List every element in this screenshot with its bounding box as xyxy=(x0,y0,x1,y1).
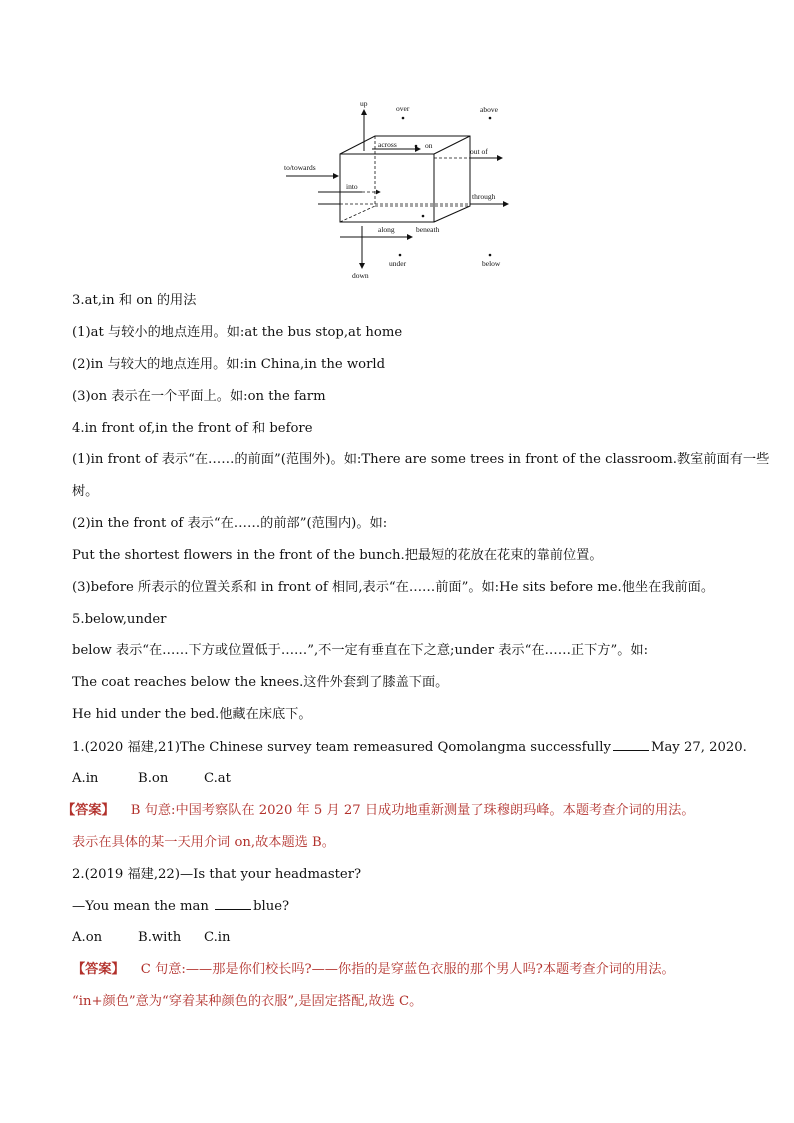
section-4-title: 4.in front of,in the front of 和 before xyxy=(72,421,313,436)
option-c: C.at xyxy=(204,771,231,786)
answer-blank xyxy=(613,738,649,751)
label-through: through xyxy=(472,192,496,201)
question-2-options xyxy=(72,929,270,947)
label-out-of: out of xyxy=(470,147,488,156)
label-across: across xyxy=(378,140,397,149)
answer-blank xyxy=(215,897,251,910)
question-2-answer-2: “in+颜色”意为“穿着某种颜色的衣服”,是固定搭配,故选 C。 xyxy=(72,994,423,1009)
section-3-line-3: (3)on 表示在一个平面上。如:on the farm xyxy=(72,389,326,404)
section-5-line-3: He hid under the bed.他藏在床底下。 xyxy=(72,707,312,722)
option-a: A.in xyxy=(72,771,99,786)
option-a: A.on xyxy=(72,930,103,945)
label-below: below xyxy=(482,259,501,268)
label-over: over xyxy=(396,104,410,113)
section-5-line-2: The coat reaches below the knees.这件外套到了膝盖下面。 xyxy=(72,675,449,690)
section-5-line-1: below 表示“在……下方或位置低于……”,不一定有垂直在下之意;under 表示“在……正下方”。如: xyxy=(72,643,649,658)
label-beneath: beneath xyxy=(416,225,440,234)
answer-tag: 【答案】 xyxy=(62,803,115,818)
section-3-title: 3.at,in 和 on 的用法 xyxy=(72,293,197,308)
option-b: B.with xyxy=(138,930,182,945)
question-1-answer-1 xyxy=(62,802,695,820)
question-1-stem-b: May 27, 2020. xyxy=(650,740,747,755)
answer-tag: 【答案】 xyxy=(72,962,125,977)
question-1-options xyxy=(72,770,270,788)
option-b: B.on xyxy=(138,771,169,786)
label-into: into xyxy=(346,182,358,191)
section-4-line-2b: Put the shortest flowers in the front of the bunch.把最短的花放在花束的靠前位置。 xyxy=(72,548,603,563)
question-2-stem-1: 2.(2019 福建,22)—Is that your headmaster? xyxy=(72,867,362,882)
section-3-line-2: (2)in 与较大的地点连用。如:in China,in the world xyxy=(72,357,386,372)
question-2-stem-2b: blue? xyxy=(253,899,290,914)
section-3-line-1: (1)at 与较小的地点连用。如:at the bus stop,at home xyxy=(72,325,403,340)
question-1-stem-a: 1.(2020 福建,21)The Chinese survey team remeasured Qomolangma successfully xyxy=(72,740,611,755)
label-on: on xyxy=(425,141,433,150)
question-2-stem-2 xyxy=(72,897,289,916)
label-to-towards: to/towards xyxy=(284,163,316,172)
option-c: C.in xyxy=(204,930,231,945)
label-above: above xyxy=(480,105,498,114)
label-along: along xyxy=(378,225,395,234)
answer-text: C 句意:——那是你们校长吗?——你指的是穿蓝色衣服的那个男人吗?本题考查介词的用法。 xyxy=(140,962,675,977)
section-4-line-1a: (1)in front of 表示“在……的前面”(范围外)。如:There are some trees in front of the classroom.教室前面有一些 xyxy=(72,452,770,467)
section-4-line-3: (3)before 所表示的位置关系和 in front of 相同,表示“在……前面”。如:He sits before me.他坐在我前面。 xyxy=(72,580,715,595)
question-2-stem-2a: —You mean the man xyxy=(72,899,209,914)
label-under: under xyxy=(389,259,407,268)
question-1-answer-2: 表示在具体的某一天用介词 on,故本题选 B。 xyxy=(72,835,335,850)
question-1-stem xyxy=(72,738,747,757)
label-up: up xyxy=(360,99,368,108)
label-down: down xyxy=(352,271,369,280)
section-4-line-2a: (2)in the front of 表示“在……的前部”(范围内)。如: xyxy=(72,516,388,531)
section-5-title: 5.below,under xyxy=(72,612,167,627)
answer-text: B 句意:中国考察队在 2020 年 5 月 27 日成功地重新测量了珠穆朗玛峰。本题考查介词的用法。 xyxy=(130,803,695,818)
prepositions-diagram xyxy=(280,96,520,286)
section-4-line-1b: 树。 xyxy=(72,484,99,499)
question-2-answer-1 xyxy=(72,961,675,979)
